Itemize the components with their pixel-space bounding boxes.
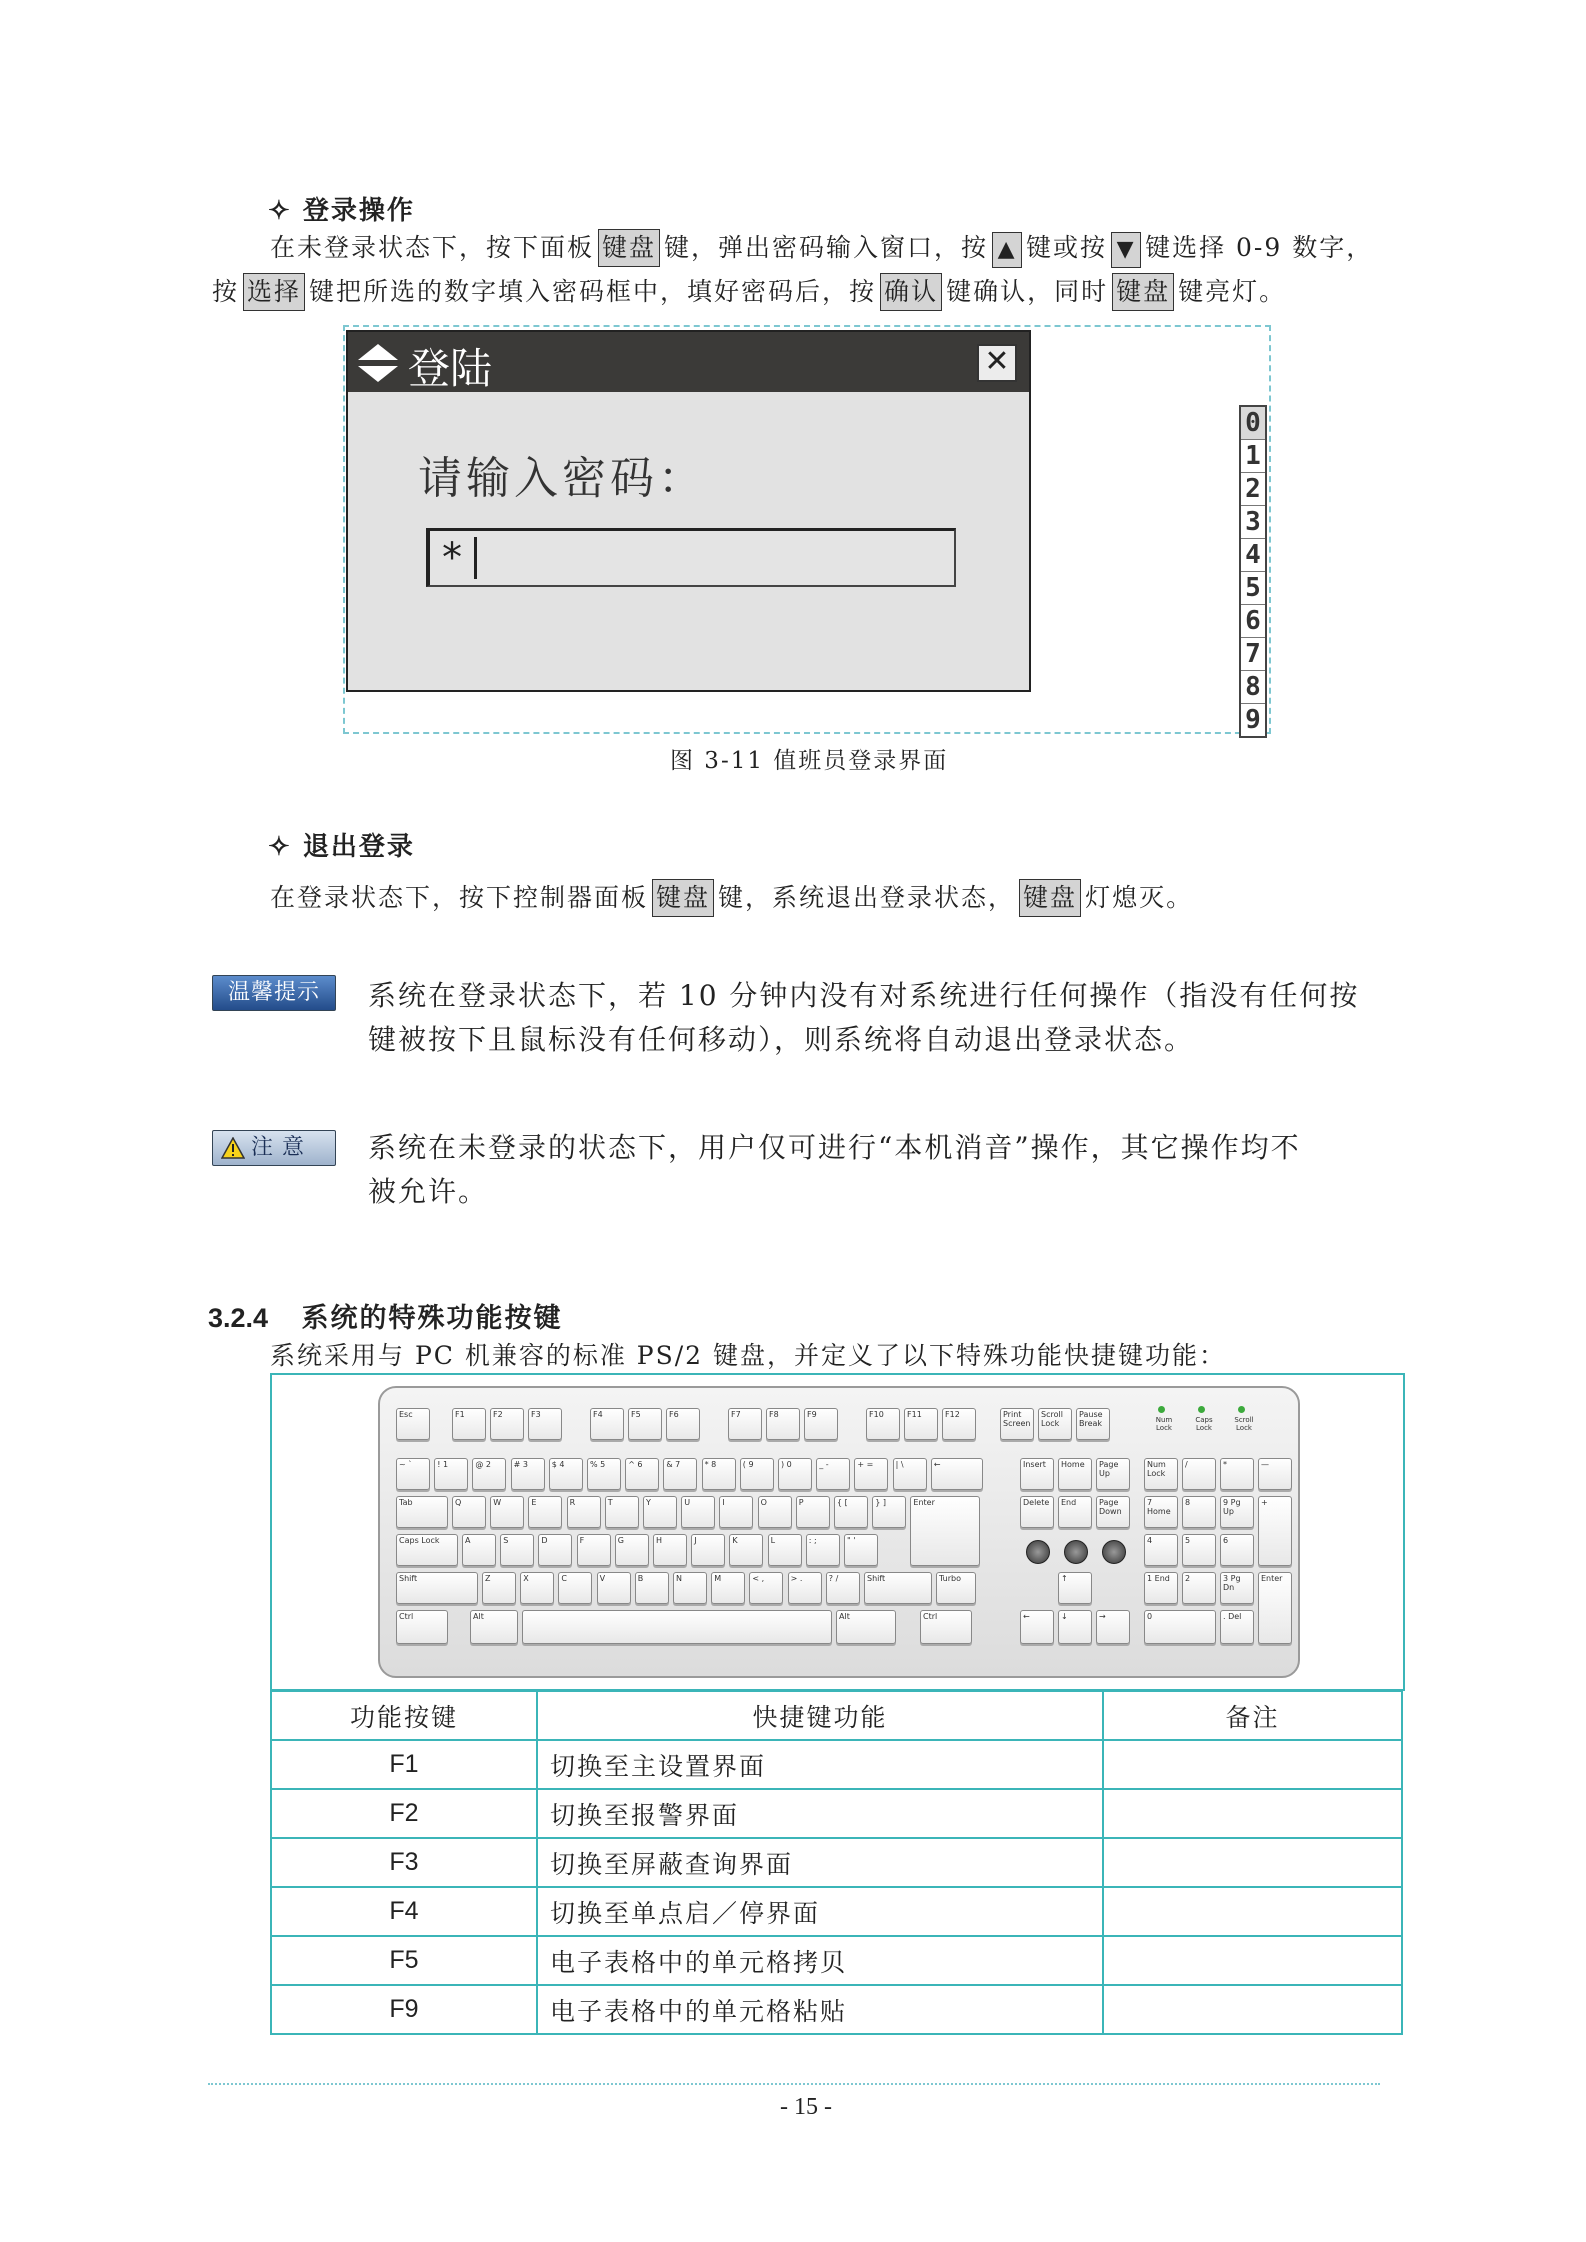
keyboard-key-label: 键盘 xyxy=(652,879,714,917)
keyboard-key: 7 Home xyxy=(1144,1496,1178,1528)
keyboard-key: → xyxy=(1096,1610,1130,1644)
keyboard-key: Q xyxy=(452,1496,486,1528)
warning-triangle-icon xyxy=(221,1137,245,1159)
wake-icon xyxy=(1102,1540,1126,1564)
diamond-bullet-icon: ✧ xyxy=(268,196,292,226)
table-header-cell: 快捷键功能 xyxy=(537,1691,1103,1740)
keyboard-key: * xyxy=(1220,1458,1254,1490)
keyboard-key: Esc xyxy=(396,1408,430,1440)
table-cell-key: F3 xyxy=(271,1838,537,1887)
keyboard-key: Page Down xyxy=(1096,1496,1130,1528)
keyboard-key: O xyxy=(758,1496,792,1528)
sleep-icon xyxy=(1064,1540,1088,1564)
text: 按 xyxy=(212,277,240,306)
digit-item[interactable]: 8 xyxy=(1241,671,1265,704)
keyboard-key: — xyxy=(1258,1458,1292,1490)
footer-divider xyxy=(208,2083,1380,2085)
digit-item[interactable]: 1 xyxy=(1241,440,1265,473)
table-cell-func: 电子表格中的单元格拷贝 xyxy=(537,1936,1103,1985)
keyboard-key: R xyxy=(567,1496,601,1528)
table-header-row xyxy=(271,1691,1402,1740)
keyboard-key: < , xyxy=(749,1572,783,1604)
keyboard-key: Pause Break xyxy=(1076,1408,1110,1440)
logout-heading-text: 退出登录 xyxy=(302,832,415,862)
up-arrow-key-icon: ▲ xyxy=(992,232,1022,268)
keyboard-key: { [ xyxy=(834,1496,868,1528)
keyboard-key: # 3 xyxy=(511,1458,545,1490)
digit-item[interactable]: 3 xyxy=(1241,506,1265,539)
indicator-led-icon xyxy=(1198,1406,1205,1413)
keyboard-key: / xyxy=(1182,1458,1216,1490)
digit-item[interactable]: 4 xyxy=(1241,539,1265,572)
keyboard-key: Enter xyxy=(1258,1572,1292,1644)
keyboard-key: K xyxy=(729,1534,763,1566)
login-heading-text: 登录操作 xyxy=(302,196,415,226)
password-value: * xyxy=(440,535,465,581)
keyboard-key: ↓ xyxy=(1058,1610,1092,1644)
keyboard-image xyxy=(378,1386,1300,1678)
keyboard-key: F11 xyxy=(904,1408,938,1440)
login-heading xyxy=(268,190,415,227)
text: 键亮灯。 xyxy=(1178,277,1287,306)
text: 键确认，同时 xyxy=(946,277,1109,306)
notice-line1: 系统在未登录的状态下，用户仅可进行“本机消音”操作，其它操作均不 xyxy=(368,1131,1301,1164)
table-row xyxy=(271,1789,1402,1838)
table-cell-note xyxy=(1103,1789,1402,1838)
keyboard-key: B xyxy=(635,1572,669,1604)
login-dialog xyxy=(346,330,1031,692)
keyboard-key: Alt xyxy=(836,1610,896,1644)
keyboard-key: F10 xyxy=(866,1408,900,1440)
keyboard-key: + = xyxy=(854,1458,888,1490)
keyboard-key: W xyxy=(490,1496,524,1528)
keyboard-key: " ' xyxy=(844,1534,878,1566)
indicator-led-label: Scroll Lock xyxy=(1234,1416,1254,1432)
login-paragraph-line2 xyxy=(212,270,1286,314)
keyboard-key: Ctrl xyxy=(396,1610,448,1644)
keyboard-key: + xyxy=(1258,1496,1292,1566)
table-cell-note xyxy=(1103,1740,1402,1789)
section-heading xyxy=(208,1296,562,1335)
keyboard-key: D xyxy=(538,1534,572,1566)
keyboard-key: Print Screen xyxy=(1000,1408,1034,1440)
keyboard-key-label: 键盘 xyxy=(1019,879,1081,917)
keyboard-key: 1 End xyxy=(1144,1572,1178,1604)
keyboard-key: > . xyxy=(788,1572,822,1604)
digit-item[interactable]: 5 xyxy=(1241,572,1265,605)
keyboard-key: Alt xyxy=(470,1610,518,1644)
keyboard-key: _ - xyxy=(816,1458,850,1490)
power-icon xyxy=(1026,1540,1050,1564)
login-dialog-titlebar xyxy=(348,332,1029,392)
table-row xyxy=(271,1887,1402,1936)
keyboard-key: Caps Lock xyxy=(396,1534,458,1566)
keyboard-key: Insert xyxy=(1020,1458,1054,1490)
digit-item[interactable]: 0 xyxy=(1241,407,1265,440)
keyboard-key: J xyxy=(691,1534,725,1566)
section-title: 系统的特殊功能按键 xyxy=(301,1303,563,1334)
text: 在登录状态下，按下控制器面板 xyxy=(270,883,649,912)
keyboard-key: Tab xyxy=(396,1496,448,1528)
keyboard-key: ↑ xyxy=(1058,1572,1092,1604)
keyboard-key: % 5 xyxy=(587,1458,621,1490)
keyboard-key: & 7 xyxy=(663,1458,697,1490)
keyboard-key: U xyxy=(681,1496,715,1528)
keyboard-key: I xyxy=(719,1496,753,1528)
logout-heading xyxy=(268,826,415,863)
tip-line2: 键被按下且鼠标没有任何移动），则系统将自动退出登录状态。 xyxy=(368,1023,1195,1056)
keyboard-key: F2 xyxy=(490,1408,524,1440)
keyboard-key: 4 xyxy=(1144,1534,1178,1566)
indicator-led-icon xyxy=(1238,1406,1245,1413)
keyboard-key: 3 Pg Dn xyxy=(1220,1572,1254,1604)
table-row xyxy=(271,1740,1402,1789)
table-row xyxy=(271,1838,1402,1887)
keyboard-key: Ctrl xyxy=(920,1610,972,1644)
password-prompt: 请输入密码： xyxy=(418,453,706,504)
section-intro: 系统采用与 PC 机兼容的标准 PS/2 键盘，并定义了以下特殊功能快捷键功能： xyxy=(270,1341,1227,1370)
up-down-arrow-icon xyxy=(356,342,400,384)
table-cell-note xyxy=(1103,1985,1402,2034)
keyboard-key: Z xyxy=(482,1572,516,1604)
table-row xyxy=(271,1936,1402,1985)
keyboard-key: G xyxy=(615,1534,649,1566)
keyboard-key: E xyxy=(528,1496,562,1528)
keyboard-key: F5 xyxy=(628,1408,662,1440)
close-button[interactable]: ✕ xyxy=(977,344,1017,382)
logout-paragraph xyxy=(270,876,1193,920)
table-cell-key: F4 xyxy=(271,1887,537,1936)
keyboard-key: A xyxy=(462,1534,496,1566)
keyboard-key: | \ xyxy=(893,1458,927,1490)
keyboard-key: ! 1 xyxy=(434,1458,468,1490)
keyboard-key: F8 xyxy=(766,1408,800,1440)
table-header-cell: 备注 xyxy=(1103,1691,1402,1740)
keyboard-key: 0 xyxy=(1144,1610,1216,1644)
login-dialog-title: 登陆 xyxy=(408,344,493,393)
keyboard-key: 2 xyxy=(1182,1572,1216,1604)
table-cell-func: 电子表格中的单元格粘贴 xyxy=(537,1985,1103,2034)
text: 键或按 xyxy=(1026,233,1108,262)
keyboard-key-label: 键盘 xyxy=(1112,273,1174,311)
keyboard-key: Delete xyxy=(1020,1496,1054,1528)
down-arrow-key-icon: ▼ xyxy=(1111,232,1141,268)
table-cell-func: 切换至主设置界面 xyxy=(537,1740,1103,1789)
digit-selector xyxy=(1239,405,1267,738)
keyboard-key: . Del xyxy=(1220,1610,1254,1644)
keyboard-key: F6 xyxy=(666,1408,700,1440)
keyboard-key: 9 Pg Up xyxy=(1220,1496,1254,1528)
digit-item[interactable]: 6 xyxy=(1241,605,1265,638)
keyboard-key: P xyxy=(796,1496,830,1528)
keyboard-key: X xyxy=(520,1572,554,1604)
password-input[interactable] xyxy=(426,528,956,587)
keyboard-key xyxy=(522,1610,832,1644)
text: 键选择 0-9 数字， xyxy=(1145,233,1374,262)
keyboard-key: N xyxy=(673,1572,707,1604)
table-cell-note xyxy=(1103,1838,1402,1887)
text: 键把所选的数字填入密码框中，填好密码后，按 xyxy=(309,277,877,306)
keyboard-key: 5 xyxy=(1182,1534,1216,1566)
text-cursor-icon xyxy=(474,537,477,579)
table-cell-key: F5 xyxy=(271,1936,537,1985)
keyboard-key: 6 xyxy=(1220,1534,1254,1566)
table-cell-note xyxy=(1103,1936,1402,1985)
text: 灯熄灭。 xyxy=(1085,883,1194,912)
keyboard-key: Shift xyxy=(864,1572,932,1604)
keyboard-key: ( 9 xyxy=(740,1458,774,1490)
tip-line1: 系统在登录状态下，若 10 分钟内没有对系统进行任何操作（指没有任何按 xyxy=(368,979,1360,1012)
table-cell-key: F9 xyxy=(271,1985,537,2034)
keyboard-key: F4 xyxy=(590,1408,624,1440)
indicator-led-label: Num Lock xyxy=(1155,1416,1173,1432)
page-number: - 15 - xyxy=(780,2094,832,2120)
keyboard-key: F xyxy=(577,1534,611,1566)
table-row xyxy=(271,1985,1402,2034)
keyboard-key: F3 xyxy=(528,1408,562,1440)
text: 在未登录状态下，按下面板 xyxy=(270,233,595,262)
keyboard-key: T xyxy=(605,1496,639,1528)
select-key-label: 选择 xyxy=(243,273,305,311)
keyboard-key: ? / xyxy=(826,1572,860,1604)
keyboard-key: F7 xyxy=(728,1408,762,1440)
keyboard-key: ^ 6 xyxy=(625,1458,659,1490)
keyboard-key: : ; xyxy=(806,1534,840,1566)
keyboard-key: Page Up xyxy=(1096,1458,1130,1490)
keyboard-key: ← xyxy=(931,1458,983,1490)
table-header-cell: 功能按键 xyxy=(271,1691,537,1740)
keyboard-key-label: 键盘 xyxy=(598,229,660,267)
keyboard-key: Shift xyxy=(396,1572,478,1604)
notice-badge xyxy=(212,1130,336,1166)
digit-item[interactable]: 9 xyxy=(1245,705,1261,735)
keyboard-key: Enter xyxy=(910,1496,980,1566)
function-key-table xyxy=(270,1690,1403,2035)
keyboard-key: Home xyxy=(1058,1458,1092,1490)
keyboard-key: ~ ` xyxy=(396,1458,430,1490)
figure-caption: 图 3-11 值班员登录界面 xyxy=(670,748,949,774)
tip-badge-label: 温馨提示 xyxy=(227,980,320,1005)
keyboard-key: Turbo xyxy=(936,1572,976,1604)
table-cell-note xyxy=(1103,1887,1402,1936)
table-cell-key: F1 xyxy=(271,1740,537,1789)
keyboard-key: V xyxy=(597,1572,631,1604)
keyboard-key: * 8 xyxy=(702,1458,736,1490)
notice-badge-label: 注 意 xyxy=(251,1135,305,1160)
diamond-bullet-icon: ✧ xyxy=(268,832,292,862)
keyboard-key: Num Lock xyxy=(1144,1458,1178,1490)
keyboard-key: L xyxy=(768,1534,802,1566)
section-number: 3.2.4 xyxy=(208,1303,269,1333)
indicator-led-label: Caps Lock xyxy=(1195,1416,1213,1432)
keyboard-key: ) 0 xyxy=(778,1458,812,1490)
keyboard-key: F1 xyxy=(452,1408,486,1440)
keyboard-key: ← xyxy=(1020,1610,1054,1644)
tip-badge xyxy=(212,975,336,1011)
keyboard-key: M xyxy=(711,1572,745,1604)
keyboard-key: 8 xyxy=(1182,1496,1216,1528)
table-cell-func: 切换至单点启／停界面 xyxy=(537,1887,1103,1936)
text: 键，弹出密码输入窗口，按 xyxy=(664,233,989,262)
keyboard-key: S xyxy=(500,1534,534,1566)
keyboard-key: F12 xyxy=(942,1408,976,1440)
keyboard-key: C xyxy=(558,1572,592,1604)
table-cell-func: 切换至报警界面 xyxy=(537,1789,1103,1838)
text: 键，系统退出登录状态， xyxy=(718,883,1016,912)
login-paragraph-line1 xyxy=(270,226,1373,270)
keyboard-key: $ 4 xyxy=(549,1458,583,1490)
digit-item[interactable]: 7 xyxy=(1241,638,1265,671)
keyboard-key: End xyxy=(1058,1496,1092,1528)
table-cell-func: 切换至屏蔽查询界面 xyxy=(537,1838,1103,1887)
digit-item[interactable]: 2 xyxy=(1241,473,1265,506)
table-cell-key: F2 xyxy=(271,1789,537,1838)
keyboard-key: F9 xyxy=(804,1408,838,1440)
keyboard-key: Scroll Lock xyxy=(1038,1408,1072,1440)
keyboard-key: @ 2 xyxy=(472,1458,506,1490)
keyboard-key: Y xyxy=(643,1496,677,1528)
indicator-led-icon xyxy=(1158,1406,1165,1413)
keyboard-key: } ] xyxy=(872,1496,906,1528)
notice-line2: 被允许。 xyxy=(368,1175,489,1208)
keyboard-key: H xyxy=(653,1534,687,1566)
confirm-key-label: 确认 xyxy=(880,273,942,311)
